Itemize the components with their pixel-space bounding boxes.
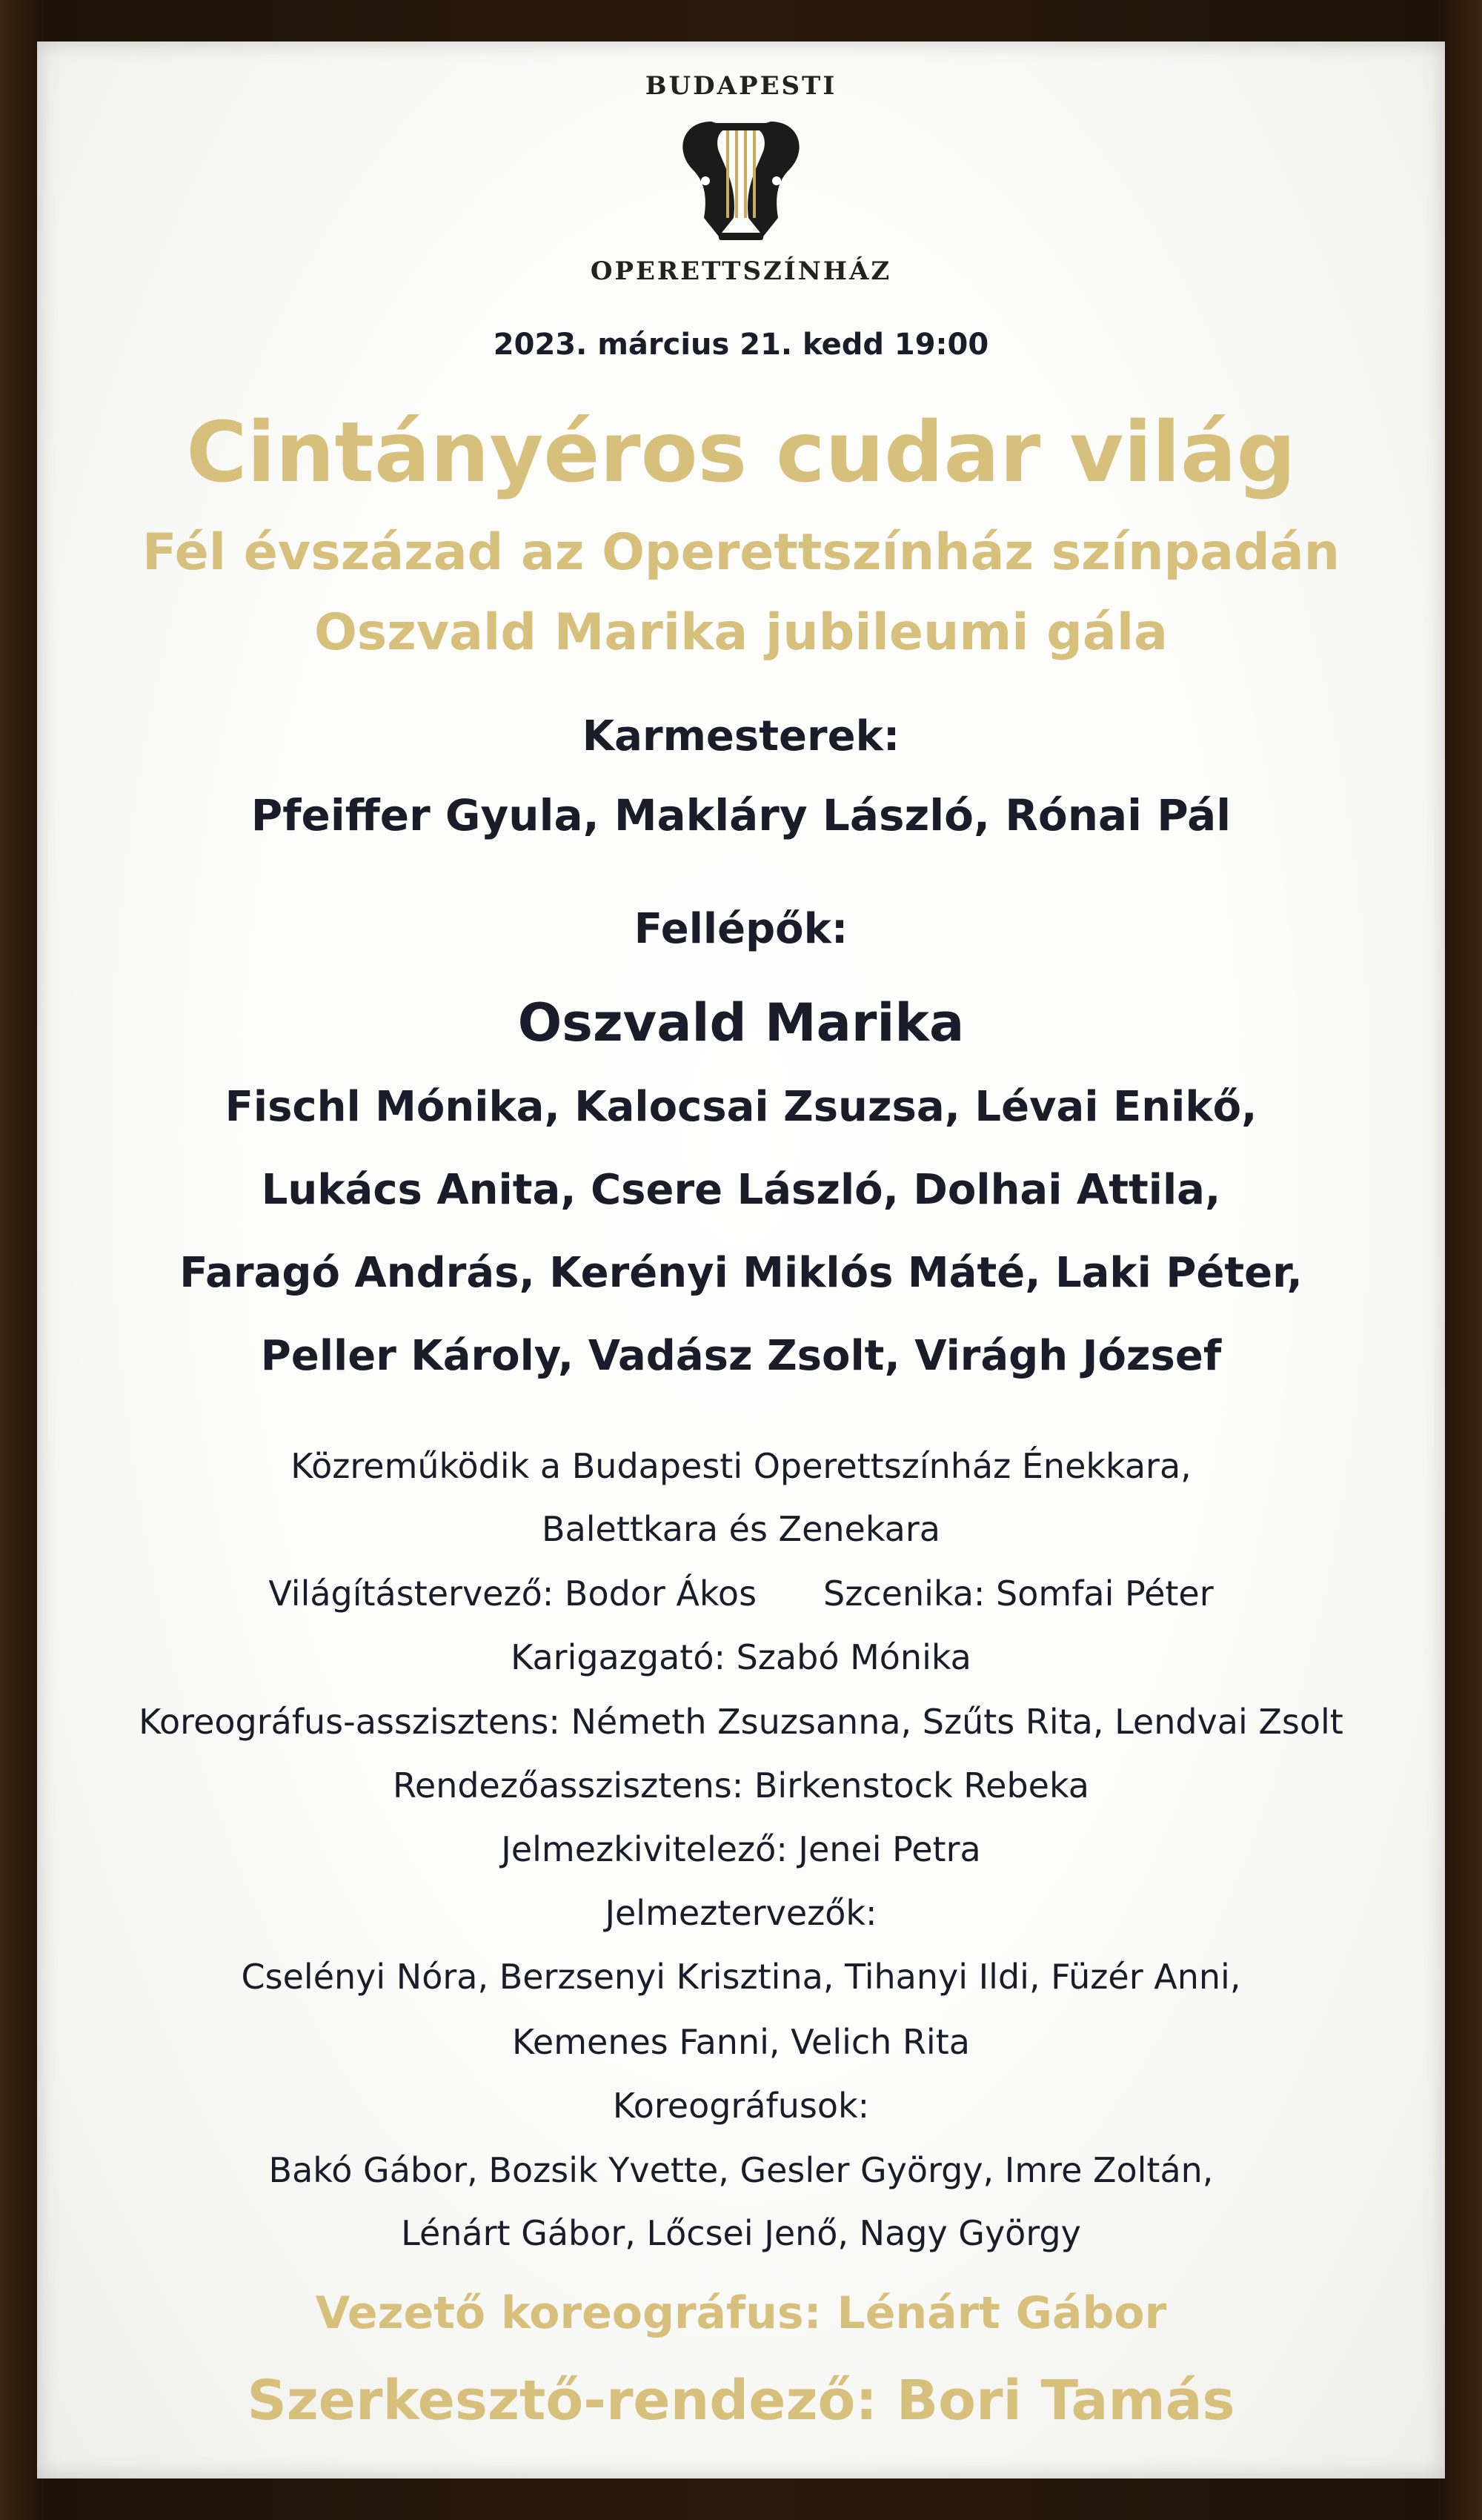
choreographers-line-1: Bakó Gábor, Bozsik Yvette, Gesler György, Imre Zoltán,: [268, 2150, 1214, 2190]
theatre-logo: [37, 71, 1445, 101]
choreographers-heading: Koreográfusok:: [612, 2086, 870, 2126]
lead-choreographer: Vezető koreográfus: Lénárt Gábor: [315, 2287, 1167, 2339]
logo-bottom-text: OPERETTSZÍNHÁZ: [590, 256, 892, 286]
director-assistant-credit: Rendezőasszisztens: Birkenstock Rebeka: [393, 1765, 1089, 1806]
costume-designers-line-1: Cselényi Nóra, Berzsenyi Krisztina, Tihanyi Ildi, Füzér Anni,: [241, 1957, 1241, 1997]
performers-line: Lukács Anita, Csere László, Dolhai Attila,: [261, 1166, 1221, 1214]
logo-top-text: BUDAPESTI: [645, 71, 837, 101]
costume-designers-heading: Jelmeztervezők:: [605, 1893, 877, 1933]
lighting-scenery-row: [37, 1574, 1445, 1614]
star-performer: Oszvald Marika: [517, 992, 965, 1053]
conductors-heading: Karmesterek:: [582, 712, 900, 760]
show-title: Cintányéros cudar világ: [186, 405, 1296, 501]
choreo-assistants-credit: Koreográfus-asszisztens: Németh Zsuzsanna, Szűts Rita, Lendvai Zsolt: [139, 1702, 1343, 1742]
event-date: 2023. március 21. kedd 19:00: [493, 328, 989, 362]
director-credit: Szerkesztő-rendező: Bori Tamás: [247, 2369, 1235, 2433]
lighting-credit: Világítástervező: Bodor Ákos: [268, 1574, 757, 1614]
lyre-masks-icon: [667, 107, 815, 248]
poster: [37, 42, 1445, 2478]
choir-director-credit: Karigazgató: Szabó Mónika: [511, 1637, 971, 1677]
choreographers-line-2: Lénárt Gábor, Lőcsei Jenő, Nagy György: [401, 2213, 1081, 2253]
conductors-list: Pfeiffer Gyula, Makláry László, Rónai Pál: [250, 790, 1232, 840]
performers-line: Faragó András, Kerényi Miklós Máté, Laki Péter,: [179, 1249, 1303, 1297]
ensemble-line-2: Balettkara és Zenekara: [542, 1509, 940, 1549]
show-subtitle-1: Fél évszázad az Operettszínház színpadán: [142, 523, 1340, 582]
performers-line: Fischl Mónika, Kalocsai Zsuzsa, Lévai Enikő,: [225, 1083, 1257, 1131]
scenery-credit: Szcenika: Somfai Péter: [823, 1574, 1214, 1614]
performers-line: Peller Károly, Vadász Zsolt, Virágh József: [260, 1332, 1222, 1380]
show-subtitle-2: Oszvald Marika jubileumi gála: [313, 603, 1169, 662]
ensemble-line-1: Közreműködik a Budapesti Operettszínház Énekkara,: [290, 1446, 1192, 1486]
costume-maker-credit: Jelmezkivitelező: Jenei Petra: [501, 1829, 981, 1869]
costume-designers-line-2: Kemenes Fanni, Velich Rita: [512, 2022, 970, 2062]
performers-heading: Fellépők:: [634, 905, 848, 953]
